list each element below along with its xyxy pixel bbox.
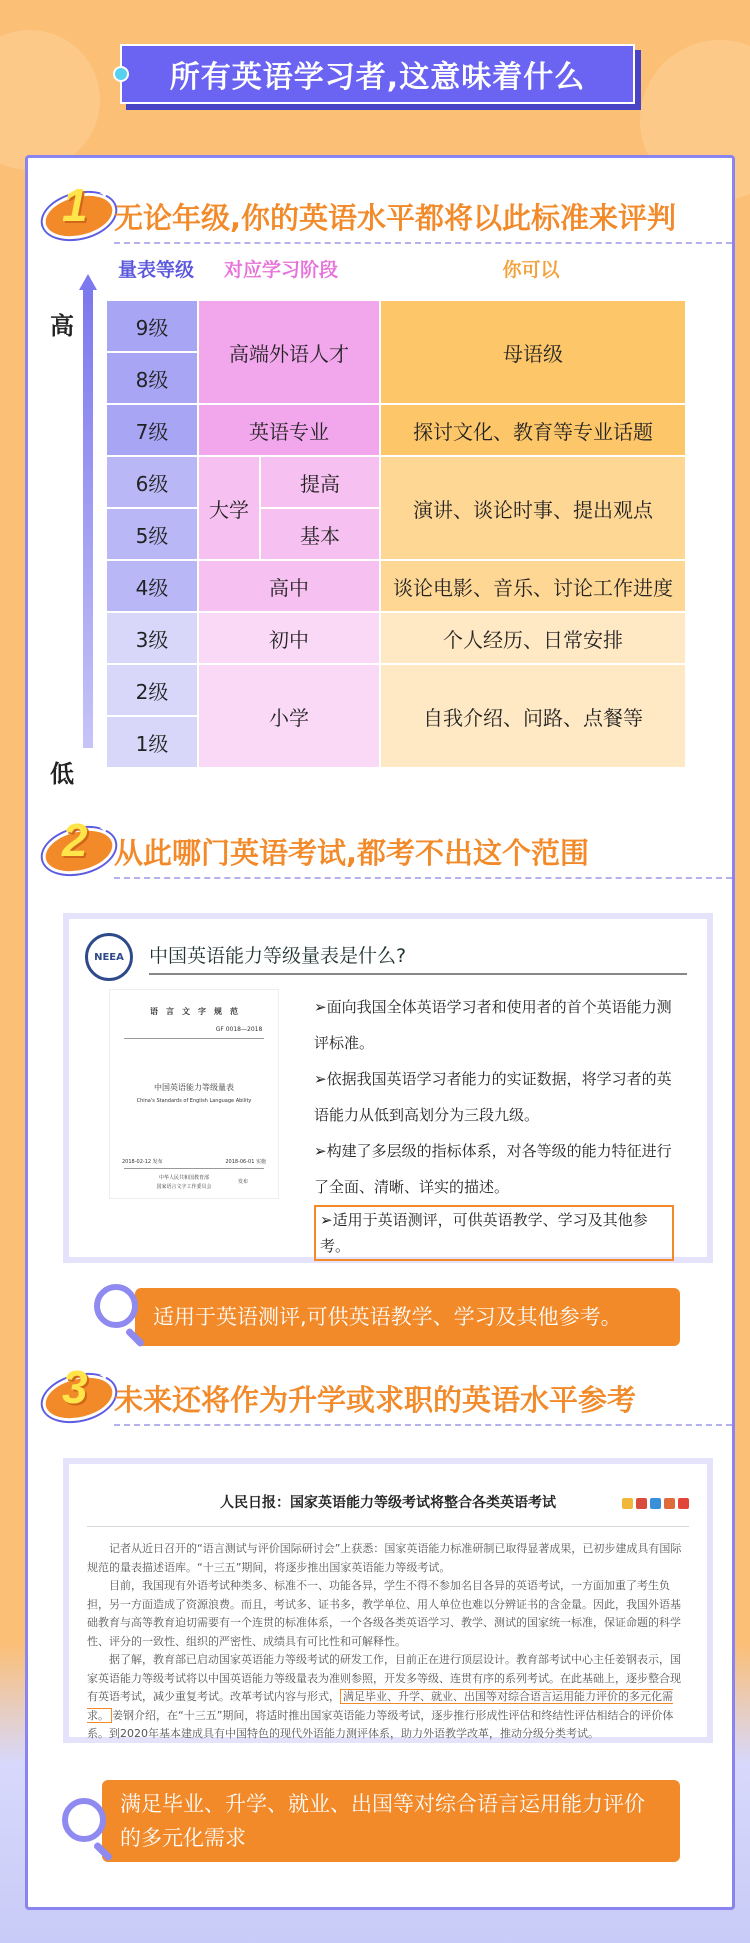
cover-title-cn: 中国英语能力等级量表: [154, 1083, 234, 1092]
ability-professional: 探讨文化、教育等专业话题: [380, 404, 686, 456]
news-paragraph: [87, 1651, 689, 1744]
ability-native: 母语级: [380, 300, 686, 404]
ability-personal: 个人经历、日常安排: [380, 612, 686, 664]
scale-info-heading: 中国英语能力等级量表是什么?: [149, 945, 407, 967]
stage-university: 大学: [198, 456, 260, 560]
ability-intro: 自我介绍、问路、点餐等: [380, 664, 686, 768]
news-highlight: 满足毕业、升学、就业、出国等对综合语言运用能力评价的多元化需求。: [87, 1690, 673, 1722]
cover-issuer-2: 国家语言文字工作委员会: [156, 1184, 212, 1190]
level-table-body: [106, 300, 686, 778]
level-3: 3级: [106, 612, 198, 664]
share-renren-icon[interactable]: [664, 1498, 675, 1509]
stage-junior: 初中: [198, 612, 380, 664]
cover-title-en: China's Standards of English Language Ability: [136, 1098, 252, 1104]
level-7: 7级: [106, 404, 198, 456]
sparkle-icon: ✦: [98, 819, 112, 838]
level-5: 5级: [106, 508, 198, 560]
heading-underline: [149, 973, 687, 975]
title-dot-icon: [113, 66, 129, 82]
level-6: 6级: [106, 456, 198, 508]
news-title: 人民日报：国家英语能力等级考试将整合各类英语考试: [220, 1495, 556, 1511]
dashed-divider: [114, 242, 732, 244]
axis-low-label: 低: [50, 760, 74, 788]
share-tencent-icon[interactable]: [650, 1498, 661, 1509]
cover-issuer-suffix: 发布: [237, 1179, 248, 1185]
page-title: 所有英语学习者,这意味着什么: [169, 60, 586, 95]
share-qzone-icon[interactable]: [622, 1498, 633, 1509]
scale-info-panel: [63, 913, 713, 1263]
level-8: 8级: [106, 352, 198, 404]
level-1: 1级: [106, 716, 198, 768]
news-paragraph: 目前，我国现有外语考试种类多、标准不一、功能各异，学生不得不参加名目各异的英语考试，一方面加重了考生负担，另一方面造成了资源浪费。而且，考试多、证书多，教学单位、用人单位也难以分辨证书的含金量。因此，我国外语基础教育与高等教育迫切需要有一个连贯的标准体系，一个各级各类英语学习、教学、测试的国家统一标准，保证命题的科学性、评分的一致性、组织的严密性、成绩具有可比性和可解释性。: [87, 1579, 681, 1648]
axis-arrow-shaft: [83, 288, 93, 748]
stage-high-school: 高中: [198, 560, 380, 612]
bg-circle-left: [0, 30, 100, 170]
section-1-heading: [42, 179, 732, 248]
bullet-item: ➢构建了多层级的指标体系，对各等级的能力特征进行了全面、清晰、详实的描述。: [314, 1142, 672, 1196]
section-2-title: 从此哪门英语考试,都考不出这个范围: [114, 836, 590, 870]
section-3-number: 3: [62, 1361, 88, 1413]
cover-rule: [124, 1038, 264, 1039]
standard-document-cover: [109, 989, 279, 1199]
section-2-heading: [42, 814, 732, 883]
section-3-heading: [42, 1361, 732, 1430]
section-1-number: 1: [62, 179, 88, 231]
news-para3-start: 据了解，教育部已启动国家英语能力等级考试的研发工作，目前正在进行顶层设计。教育部考试中心主任姜钢表示，国家英语能力等级考试将以中国英语能力等级量表为准则参照，开发多等级、连贯有序的系列考试。在此基础上，逐步整合现有英语考试，减少重复考试。改革考试内容与形式，: [87, 1653, 681, 1703]
bullet-item-highlight: ➢适用于英语测评，可供英语教学、学习及其他参考。: [314, 1205, 674, 1261]
bullet-item: ➢面向我国全体英语学习者和使用者的首个英语能力测评标准。: [314, 998, 672, 1052]
header-stage: 对应学习阶段: [223, 258, 338, 281]
page-title-banner: [120, 44, 635, 104]
cover-rule-bottom: [124, 1168, 264, 1169]
section-2-note: [135, 1288, 680, 1346]
cover-standard-label: 语 言 文 字 规 范: [150, 1007, 238, 1016]
magnifier-icon: [62, 1798, 106, 1842]
cover-date-right: 2018-06-01 实施: [225, 1159, 266, 1165]
share-more-icon[interactable]: [678, 1498, 689, 1509]
cover-code: GF 0018—2018: [215, 1026, 263, 1033]
stage-primary: 小学: [198, 664, 380, 768]
dashed-divider: [114, 1424, 732, 1426]
section-3-note: [102, 1780, 680, 1862]
share-weibo-icon[interactable]: [636, 1498, 647, 1509]
bullet-item: ➢依据我国英语学习者能力的实证数据，将学习者的英语能力从低到高划分为三段九级。: [314, 1070, 672, 1124]
content-card: [25, 155, 735, 1910]
header-ability: 你可以: [502, 258, 560, 281]
news-paragraph: 记者从近日召开的“语言测试与评价国际研讨会”上获悉：国家英语能力标准研制已取得显著成果，已初步建成具有国际规范的量表描述语库。“十三五”期间，将逐步推出国家英语能力等级考试。: [87, 1542, 682, 1574]
news-para3-end: 姜钢介绍，在“十三五”期间，将适时推出国家英语能力等级考试，逐步推行形成性评估和终结性评估相结合的评价体系。到2020年基本建成具有中国特色的现代外语能力测评体系，助力外语教学改革，推动分级分类考试。: [87, 1708, 674, 1740]
cover-issuer-1: 中华人民共和国教育部: [158, 1175, 209, 1181]
news-panel: [63, 1458, 713, 1743]
dashed-divider: [114, 877, 732, 879]
section-1-title: 无论年级,你的英语水平都将以此标准来评判: [114, 201, 677, 235]
level-2: 2级: [106, 664, 198, 716]
section-3-note-text: 满足毕业、升学、就业、出国等对综合语言运用能力评价的多元化需求: [120, 1792, 645, 1850]
ability-speech: 演讲、谈论时事、提出观点: [380, 456, 686, 560]
sparkle-icon: ✦: [98, 1366, 112, 1385]
cover-date-left: 2018-02-12 发布: [122, 1159, 163, 1165]
stage-senior-talent: 高端外语人才: [198, 300, 380, 404]
stage-basic: 基本: [260, 508, 380, 560]
share-icons: [622, 1498, 689, 1509]
sparkle-icon: ✦: [98, 184, 112, 203]
scale-info-bullets: [314, 989, 674, 1264]
header-level: 量表等级: [117, 258, 194, 281]
neea-logo: NEEA: [85, 933, 133, 981]
section-3-title: 未来还将作为升学或求职的英语水平参考: [114, 1383, 637, 1417]
section-2-number: 2: [62, 814, 88, 866]
news-body: [87, 1540, 689, 1744]
magnifier-icon: [94, 1284, 138, 1328]
level-4: 4级: [106, 560, 198, 612]
stage-advanced: 提高: [260, 456, 380, 508]
stage-major: 英语专业: [198, 404, 380, 456]
axis-high-label: 高: [50, 312, 74, 340]
level-9: 9级: [106, 300, 198, 352]
ability-discuss: 谈论电影、音乐、讨论工作进度: [380, 560, 686, 612]
section-2-note-text: 适用于英语测评,可供英语教学、学习及其他参考。: [153, 1305, 622, 1329]
news-divider: [87, 1526, 689, 1527]
